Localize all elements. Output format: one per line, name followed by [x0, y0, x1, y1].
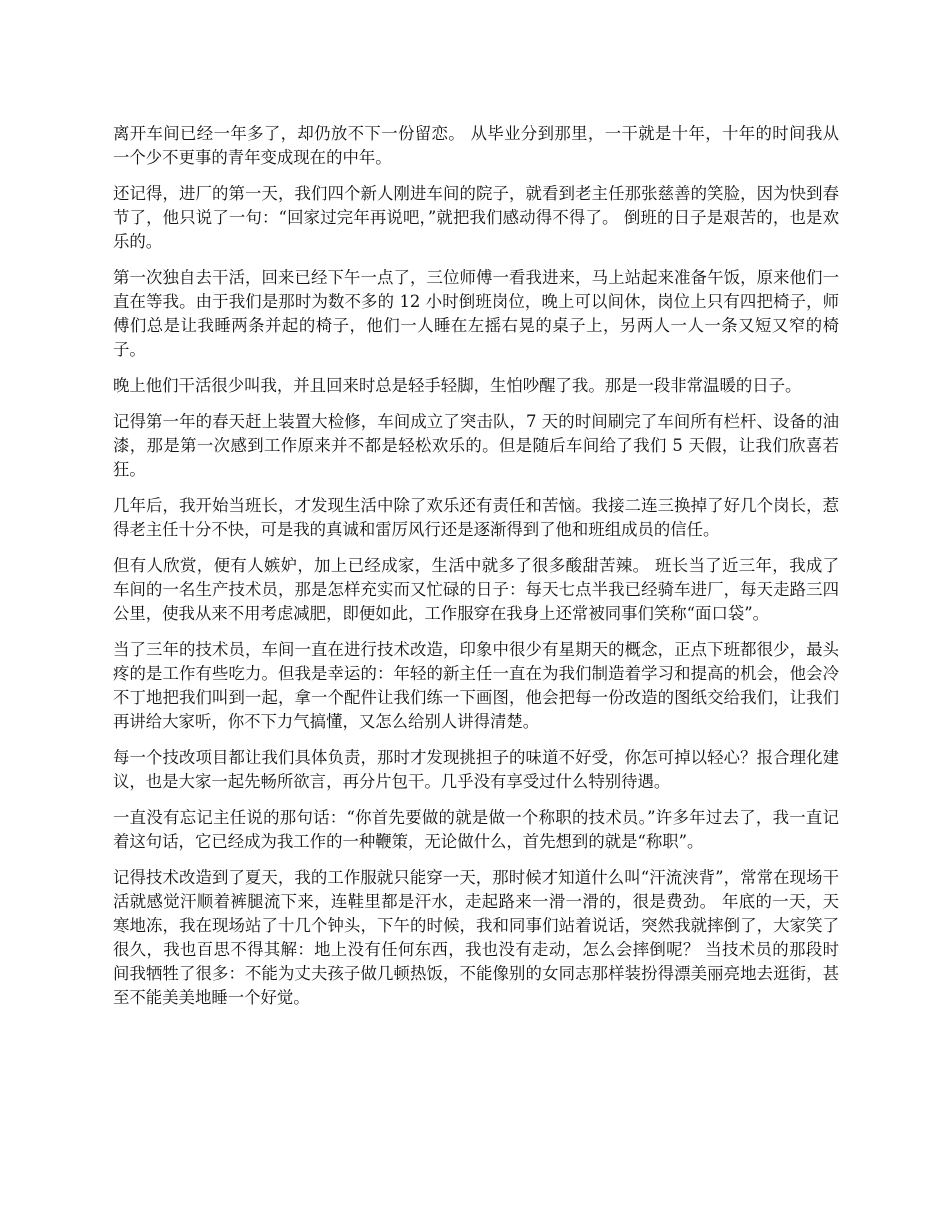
- paragraph-9: 每一个技改项目都让我们具体负责，那时才发现挑担子的味道不好受，你怎可掉以轻心？报合理化建议，也是大家一起先畅所欲言，再分片包干。几乎没有享受过什么特别待遇。: [113, 748, 839, 791]
- paragraph-2: 还记得，进厂的第一天，我们四个新人刚进车间的院子，就看到老主任那张慈善的笑脸，因为快到春节了，他只说了一句：“回家过完年再说吧，”就把我们感动得不得了。 倒班的日子是艰苦的，也是欢乐的。: [113, 184, 839, 251]
- paragraph-11: 记得技术改造到了夏天，我的工作服就只能穿一天，那时候才知道什么叫“汗流浃背”，常常在现场干活就感觉汗顺着裤腿流下来，连鞋里都是汗水，走起路来一滑一滑的，很是费劲。 年底的一天，天寒地冻，我在现场站了十几个钟头，下午的时候，我和同事们站着说话，突然我就摔倒了，大家笑了很久，我也百思不得其解：地上没有任何东西，我也没有走动，怎么会摔倒呢？ 当技术员的那段时间我牺牲了很多：不能为丈夫孩子做几顿热饭，不能像别的女同志那样装扮得漂美丽亮地去逛街，甚至不能美美地睡一个好觉。: [113, 868, 839, 1007]
- paragraph-10: 一直没有忘记主任说的那句话：“你首先要做的就是做一个称职的技术员。”许多年过去了，我一直记着这句话，它已经成为我工作的一种鞭策，无论做什么，首先想到的就是“称职”。: [113, 808, 839, 851]
- paragraph-6: 几年后，我开始当班长，才发现生活中除了欢乐还有责任和苦恼。我接二连三换掉了好几个岗长，惹得老主任十分不快，可是我的真诚和雷厉风行还是逐渐得到了他和班组成员的信任。: [113, 496, 839, 539]
- paragraph-5: 记得第一年的春天赶上装置大检修，车间成立了突击队，7 天的时间刷完了车间所有栏杆、设备的油漆，那是第一次感到工作原来并不都是轻松欢乐的。但是随后车间给了我们 5 天假，让我们欣喜若狂。: [113, 412, 839, 479]
- paragraph-8: 当了三年的技术员，车间一直在进行技术改造，印象中很少有星期天的概念，正点下班都很少，最头疼的是工作有些吃力。但我是幸运的：年轻的新主任一直在为我们制造着学习和提高的机会，他会冷不丁地把我们叫到一起，拿一个配件让我们练一下画图，他会把每一份改造的图纸交给我们，让我们再讲给大家听，你不下力气搞懂，又怎么给别人讲得清楚。: [113, 640, 839, 731]
- paragraph-1: 离开车间已经一年多了，却仍放不下一份留恋。 从毕业分到那里，一干就是十年，十年的时间我从一个少不更事的青年变成现在的中年。: [113, 124, 839, 167]
- paragraph-4: 晚上他们干活很少叫我，并且回来时总是轻手轻脚，生怕吵醒了我。那是一段非常温暖的日子。: [113, 376, 802, 395]
- document-body: [113, 122, 839, 1022]
- paragraph-7: 但有人欣赏，便有人嫉妒，加上已经成家，生活中就多了很多酸甜苦辣。 班长当了近三年，我成了车间的一名生产技术员，那是怎样充实而又忙碌的日子：每天七点半我已经骑车进厂，每天走路三四公里，使我从来不用考虑减肥，即便如此，工作服穿在我身上还常被同事们笑称“面口袋”。: [113, 556, 839, 623]
- paragraph-3: 第一次独自去干活，回来已经下午一点了，三位师傅一看我进来，马上站起来准备午饭，原来他们一直在等我。由于我们是那时为数不多的 12 小时倒班岗位，晚上可以间休，岗位上只有四把椅子，师傅们总是让我睡两条并起的椅子，他们一人睡在左摇右晃的桌子上，另两人一人一条又短又窄的椅子。: [113, 268, 839, 359]
